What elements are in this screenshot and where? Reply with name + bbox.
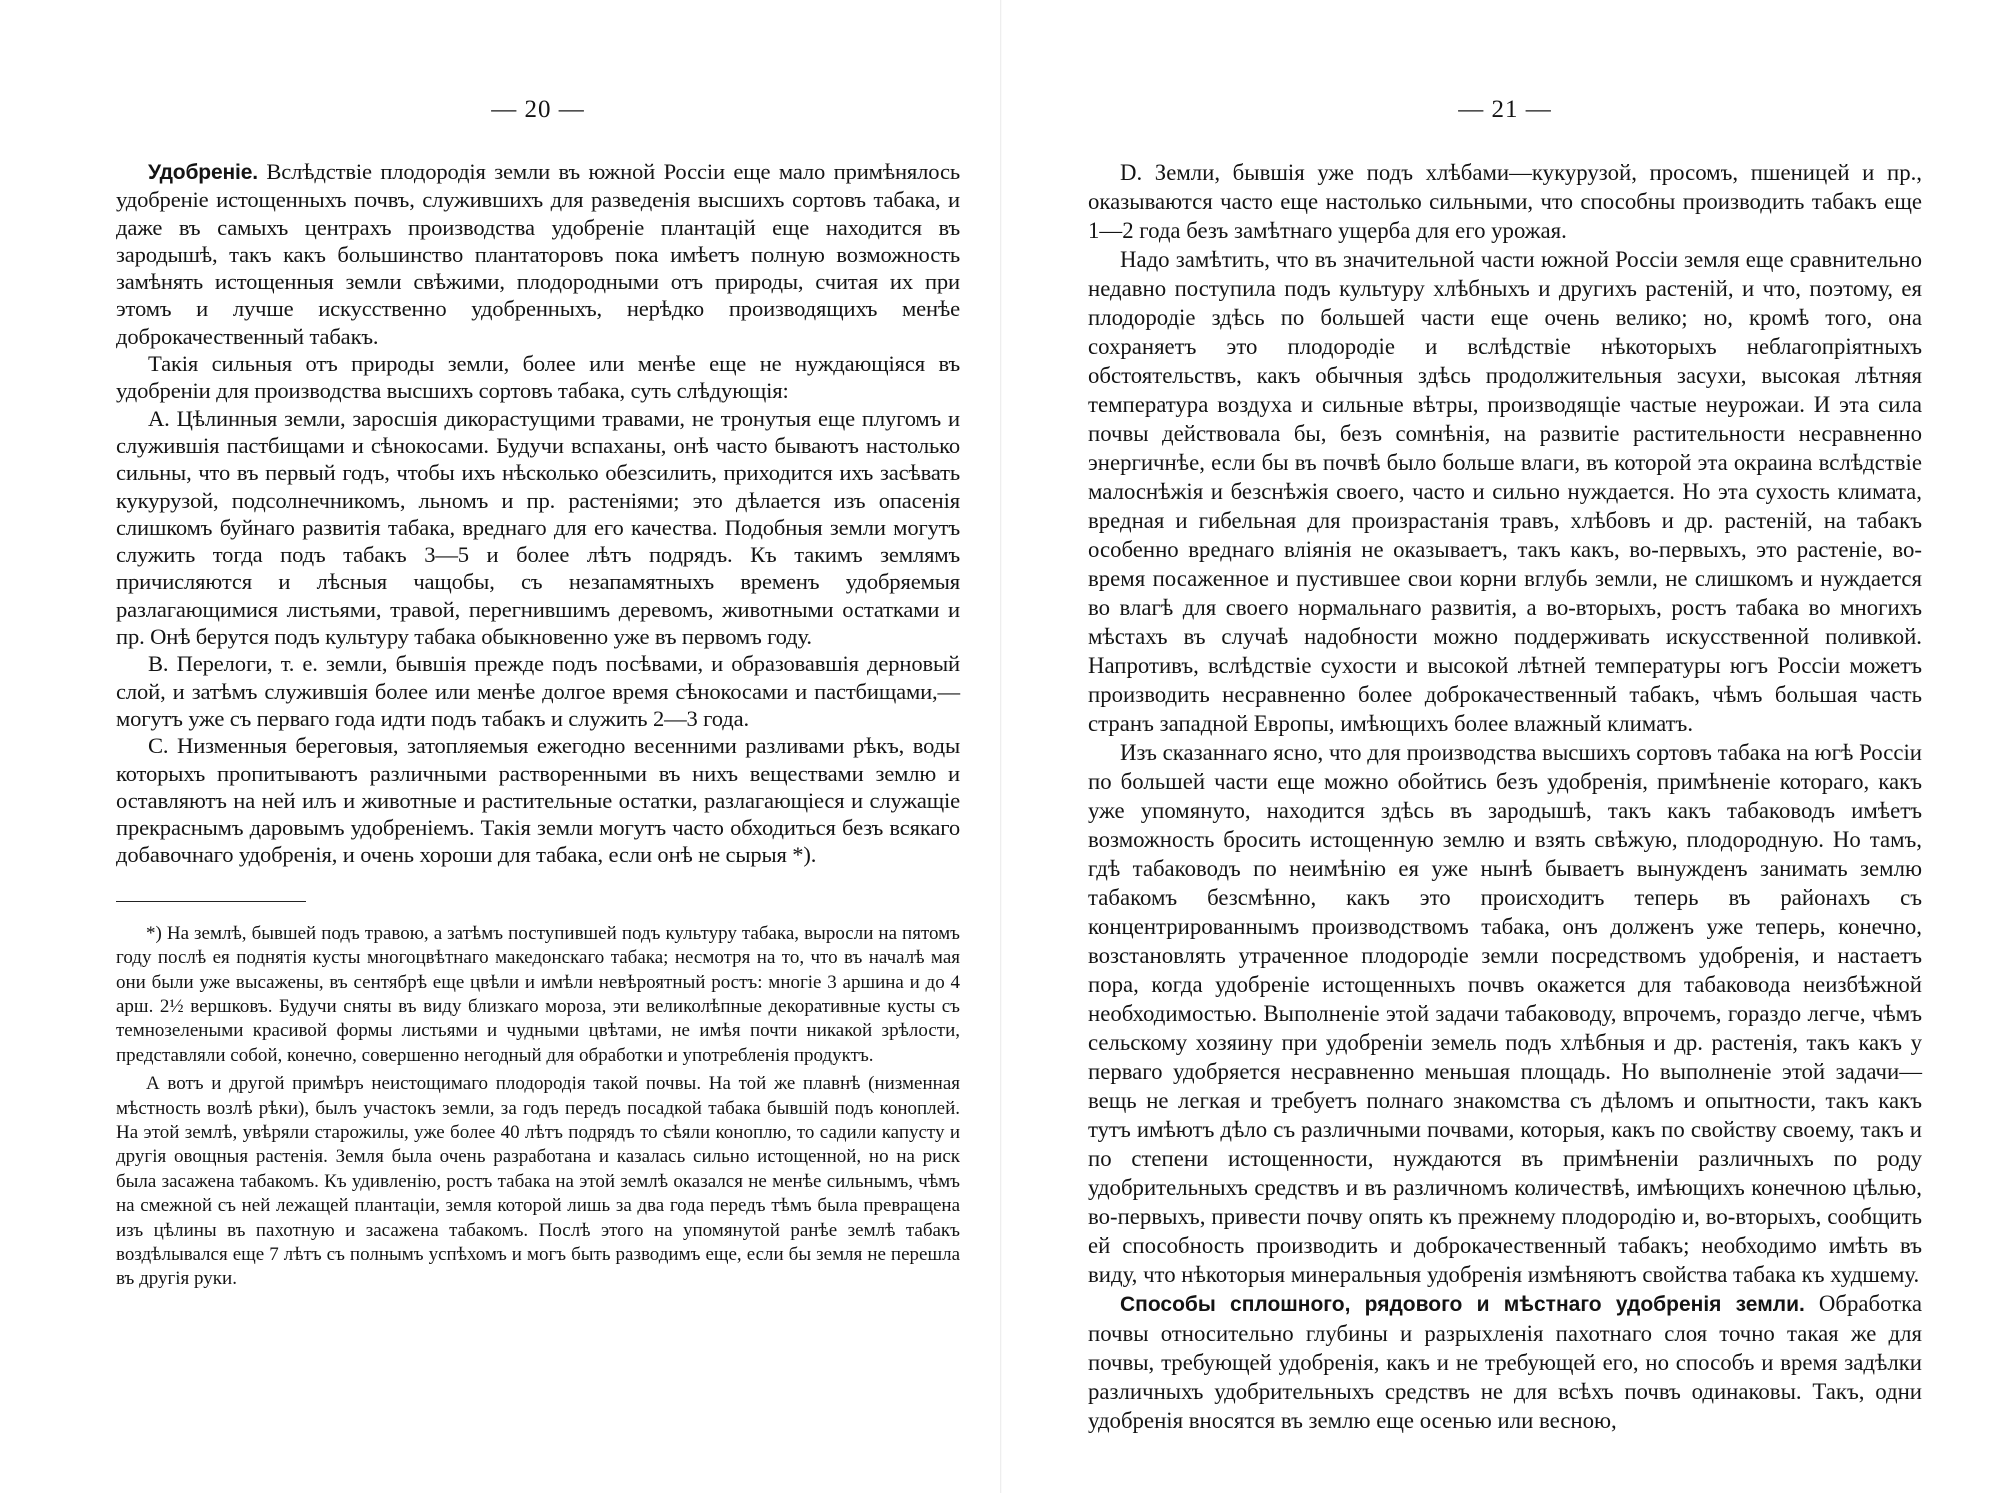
paragraph	[116, 405, 960, 651]
section-heading: Удобреніе.	[148, 161, 258, 184]
paragraph	[1088, 1289, 1922, 1435]
paragraph-text: Обработка почвы относительно глубины и разрыхленія пахотнаго слоя точно такая же для почвы, требующей удобренія, какъ и не требующей его, но способъ и время задѣлки различныхъ удобрительныхъ средствъ не для всѣхъ почвъ одинаковы. Такъ, одни удобренія вносятся въ землю еще осенью или весною,	[1088, 1291, 1922, 1433]
paragraph	[116, 350, 960, 405]
page-number: — 21 —	[1458, 96, 1552, 123]
footnotes	[116, 922, 960, 1292]
paragraph-text: Изъ сказаннаго ясно, что для производства высшихъ сортовъ табака на югѣ Россіи по большей части еще можно обойтись безъ удобренія, примѣненіе котораго, какъ уже упомянуто, находится здѣсь въ зародышѣ, такъ какъ табаководъ имѣетъ возможность бросить истощенную землю и взять свѣжую, плодородную. Но тамъ, гдѣ табаководъ по неимѣнію ея уже нынѣ бываетъ вынужденъ занимать землю табакомъ безсмѣнно, какъ это происходитъ теперь въ районахъ съ концентрированнымъ производствомъ табака, онъ долженъ уже теперь, конечно, возстановлять утраченное плодородіе земли посредствомъ удобренія, и настаетъ пора, когда удобреніе истощенныхъ почвъ окажется для табаковода неизбѣжной необходимостью. Выполненіе этой задачи табаководу, впрочемъ, гораздо легче, чѣмъ сельскому хозяину при удобреніи земель подъ хлѣбныя и др. растенія, такъ какъ у перваго удобряется несравненно меньшая площадь. Но выполненіе этой задачи—вещь не легкая и требуетъ полнаго знакомства съ дѣломъ и опытности, такъ какъ тутъ имѣютъ дѣло съ различными почвами, которыя, какъ по свойству своему, такъ и по степени истощенности, нуждаются въ примѣненіи различныхъ по роду удобрительныхъ средствъ и въ различномъ количествѣ, имѣющихъ конечною цѣлью, во-первыхъ, привести почву опять къ прежнему плодородію и, во-вторыхъ, сообщить ей способность производить и доброкачественный табакъ; необходимо имѣть въ виду, что нѣкоторыя минеральныя удобренія измѣняютъ свойства табака къ худшему.	[1088, 740, 1922, 1287]
page-number: — 20 —	[491, 96, 585, 123]
paragraph-text: Надо замѣтить, что въ значительной части южной Россіи земля еще сравнительно недавно поступила подъ культуру хлѣбныхъ и другихъ растеній, и что, поэтому, ея плодородіе здѣсь по большей части еще очень велико; но, кромѣ того, она сохраняетъ это плодородіе и вслѣдствіе нѣкоторыхъ неблагопріятныхъ обстоятельствъ, какъ обычныя здѣсь продолжительныя засухи, высокая лѣтняя температура воздуха и сильные вѣтры, производящіе частые неурожаи. И эта сила почвы действовала бы, безъ сомнѣнія, на развитіе растительности несравненно энергичнѣе, если бы въ почвѣ было больше влаги, въ которой эта окраина вслѣдствіе малоснѣжія и безснѣжія своего, часто и сильно нуждается. Но эта сухость климата, вредная и гибельная для произрастанія травъ, хлѣбовъ и др. растеній, на табакъ особенно вреднаго вліянія не оказываетъ, такъ какъ, во-первыхъ, это растеніе, во-время посаженное и пустившее свои корни вглубь земли, не слишкомъ и нуждается во влагѣ для своего нормальнаго развитія, а во-вторыхъ, ростъ табака во многихъ мѣстахъ въ случаѣ надобности можно поддерживать искусственной поливкой. Напротивъ, вслѣдствіе сухости и высокой лѣтней температуры югъ Россіи можетъ производить несравненно более доброкачественный табакъ, чѣмъ большая часть странъ западной Европы, имѣющихъ более влажный климатъ.	[1088, 247, 1922, 736]
page-body	[1088, 158, 1922, 1435]
paragraph	[1088, 158, 1922, 245]
paragraph	[1088, 245, 1922, 738]
paragraph-text: А. Цѣлинныя земли, заросшія дикорастущими травами, не тронутыя еще плугомъ и служившія пастбищами и сѣнокосами. Будучи вспаханы, онѣ часто бываютъ настолько сильны, что въ первый годъ, чтобы ихъ нѣсколько обезсилить, приходится ихъ засѣвать кукурузой, подсолнечникомъ, льномъ и пр. растеніями; это дѣлается изъ опасенія слишкомъ буйнаго развитія табака, вреднаго для его качества. Подобныя земли могутъ служить тогда подъ табакъ 3—5 и более лѣтъ подрядъ. Къ такимъ землямъ причисляются и лѣсныя чащобы, съ незапамятныхъ временъ удобряемыя разлагающимися листьями, травой, перегнившимъ деревомъ, животными остатками и пр. Онѣ берутся подъ культуру табака обыкновенно уже въ первомъ году.	[116, 405, 960, 650]
paragraph	[1088, 738, 1922, 1289]
right-page	[1000, 0, 2000, 1493]
paragraph-text: D. Земли, бывшія уже подъ хлѣбами—кукурузой, просомъ, пшеницей и пр., оказываются часто еще настолько сильными, что способны производить табакъ еще 1—2 года безъ замѣтнаго ущерба для его урожая.	[1088, 160, 1922, 243]
footnote: *) На землѣ, бывшей подъ травою, а затѣмъ поступившей подъ культуру табака, выросли на пятомъ году послѣ ея поднятія кусты многоцвѣтнаго македонскаго табака; несмотря на то, что въ началѣ мая они были уже высажены, въ сентябрѣ еще цвѣли и имѣли невѣроятный ростъ: многіе 3 аршина и до 4 арш. 2½ вершковъ. Будучи сняты въ виду близкаго мороза, эти великолѣпные декоративные кусты съ темнозелеными красивой формы листьями и чудными цвѣтами, не имѣя почти никакой зрѣлости, представляли собой, конечно, совершенно негодный для обработки и употребленія продуктъ.	[116, 922, 960, 1066]
page-body	[116, 158, 960, 869]
paragraph-text: В. Перелоги, т. е. земли, бывшія прежде подъ посѣвами, и образовавшія дерновый слой, и затѣмъ служившія более или менѣе долгое время сѣнокосами и пастбищами,—могутъ уже съ перваго года идти подъ табакъ и служить 2—3 года.	[116, 651, 960, 731]
paragraph	[116, 158, 960, 350]
paragraph	[116, 732, 960, 868]
footnote-divider	[116, 901, 306, 902]
footnote: А вотъ и другой примѣръ неистощимаго плодородія такой почвы. На той же плавнѣ (низменная мѣстность возлѣ рѣки), былъ участокъ земли, за годъ передъ посадкой табака бывшій подъ коноплей. На этой землѣ, увѣряли старожилы, уже более 40 лѣтъ подрядъ то сѣяли коноплю, то садили капусту и другія овощныя растенія. Земля была очень разработана и казалась сильно истощенной, но на риск была засажена табакомъ. Къ удивленію, ростъ табака на этой землѣ оказался не менѣе сильнымъ, чѣмъ на смежной съ ней лежащей плантаціи, земля которой лишь за два года передъ тѣмъ была превращена изъ цѣлины въ пахотную и засажена табакомъ. Послѣ этого на упомянутой ранѣе землѣ табакъ воздѣлывался еще 7 лѣтъ съ полнымъ успѣхомъ и могъ быть разводимъ еще, если бы земля не перешла въ другія руки.	[116, 1073, 960, 1290]
paragraph-text: Такія сильныя отъ природы земли, более или менѣе еще не нуждающіяся въ удобреніи для производства высшихъ сортовъ табака, суть слѣдующія:	[116, 351, 960, 404]
paragraph	[116, 650, 960, 732]
paragraph-text: С. Низменныя береговыя, затопляемыя ежегодно весенними разливами рѣкъ, воды которыхъ пропитываютъ различными растворенными въ нихъ веществами землю и оставляютъ на ней илъ и животные и растительные остатки, разлагающіеся и служащіе прекраснымъ даровымъ удобреніемъ. Такія земли могутъ часто обходиться безъ всякаго добавочнаго удобренія, и очень хороши для табака, если онѣ не сырыя *).	[116, 733, 960, 868]
section-heading: Способы сплошного, рядового и мѣстнаго удобренія земли.	[1120, 1293, 1805, 1316]
paragraph-text: Вслѣдствіе плодородія земли въ южной Россіи еще мало примѣнялось удобреніе истощенныхъ почвъ, служившихъ для разведенія высшихъ сортовъ табака, и даже въ самыхъ центрахъ производства удобреніе плантацій еще находится въ зародышѣ, такъ какъ большинство плантаторовъ пока имѣетъ полную возможность замѣнять истощенныя земли свѣжими, плодородными отъ природы, считая их при этомъ и лучше искусственно удобренныхъ, нерѣдко производящихъ менѣе доброкачественный табакъ.	[116, 159, 960, 349]
